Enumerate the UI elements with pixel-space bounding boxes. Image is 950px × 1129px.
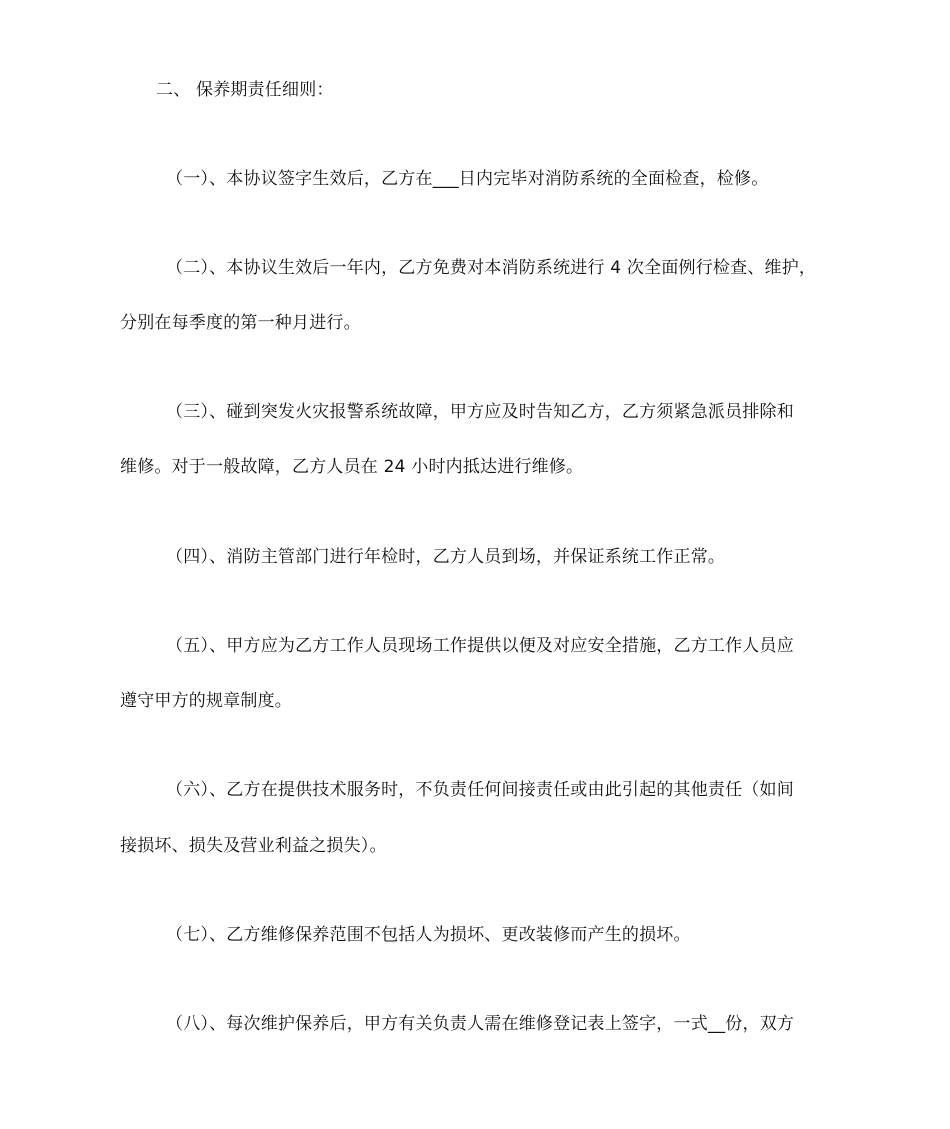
clause-line: （八）、每次维护保养后，甲方有关负责人需在维修登记表上签字，一式__份，双方: [166, 1014, 795, 1034]
clause-line: 接损坏、损失及营业利益之损失）。: [120, 836, 387, 856]
clause-line: （三）、碰到突发火灾报警系统故障，甲方应及时告知乙方，乙方须紧急派员排除和: [166, 402, 794, 422]
clause-line: 遵守甲方的规章制度。: [120, 691, 292, 711]
clause-line: （七）、乙方维修保养范围不包括人为损坏、更改装修而产生的损坏。: [166, 925, 691, 945]
clause-line: （五）、甲方应为乙方工作人员现场工作提供以便及对应安全措施，乙方工作人员应: [166, 636, 794, 656]
clause-line: （四）、消防主管部门进行年检时，乙方人员到场，并保证系统工作正常。: [166, 547, 726, 567]
clause-line: （六）、乙方在提供技术服务时，不负责任何间接责任或由此引起的其他责任（如间: [166, 780, 794, 800]
section-heading: 二、 保养期责任细则：: [156, 80, 334, 100]
clause-line: （二）、本协议生效后一年内，乙方免费对本消防系统进行 4 次全面例行检查、维护，: [166, 258, 817, 278]
clause-line: 分别在每季度的第一种月进行。: [120, 313, 361, 333]
clause-line: 维修。对于一般故障，乙方人员在 24 小时内抵达进行维修。: [120, 457, 584, 477]
clause-line: （一）、本协议签字生效后，乙方在___日内完毕对消防系统的全面检查，检修。: [166, 169, 769, 189]
